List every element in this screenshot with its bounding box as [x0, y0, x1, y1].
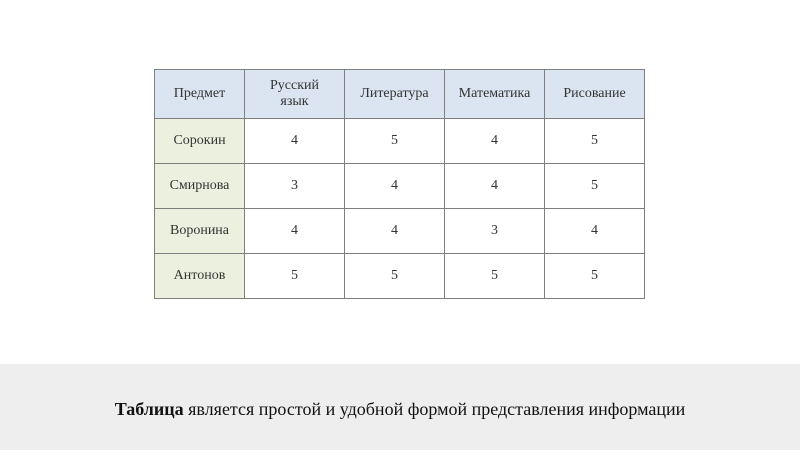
grade-cell: 3 [445, 209, 545, 254]
grade-cell: 5 [345, 254, 445, 299]
grade-cell: 5 [445, 254, 545, 299]
table-row [155, 119, 645, 164]
table-header-row [155, 70, 645, 119]
grade-cell: 5 [545, 164, 645, 209]
caption [0, 399, 800, 420]
student-name: Сорокин [155, 119, 245, 164]
table-container [154, 69, 645, 299]
header-literature: Литература [345, 70, 445, 119]
student-name: Воронина [155, 209, 245, 254]
header-subject: Предмет [155, 70, 245, 119]
caption-band [0, 364, 800, 450]
grade-cell: 5 [545, 254, 645, 299]
caption-keyword: Таблица [114, 399, 184, 419]
grade-cell: 4 [445, 119, 545, 164]
grade-cell: 5 [245, 254, 345, 299]
header-drawing: Рисование [545, 70, 645, 119]
table-row [155, 164, 645, 209]
grade-cell: 3 [245, 164, 345, 209]
grade-cell: 5 [345, 119, 445, 164]
student-name: Антонов [155, 254, 245, 299]
grade-cell: 5 [545, 119, 645, 164]
grade-cell: 4 [245, 209, 345, 254]
grade-cell: 4 [445, 164, 545, 209]
header-math: Математика [445, 70, 545, 119]
grade-cell: 4 [345, 209, 445, 254]
grade-cell: 4 [545, 209, 645, 254]
student-name: Смирнова [155, 164, 245, 209]
grade-cell: 4 [245, 119, 345, 164]
header-russian: Русский язык [245, 70, 345, 119]
table-row [155, 254, 645, 299]
grade-cell: 4 [345, 164, 445, 209]
caption-text: является простой и удобной формой представления информации [183, 399, 686, 419]
grades-table [154, 69, 645, 299]
table-row [155, 209, 645, 254]
